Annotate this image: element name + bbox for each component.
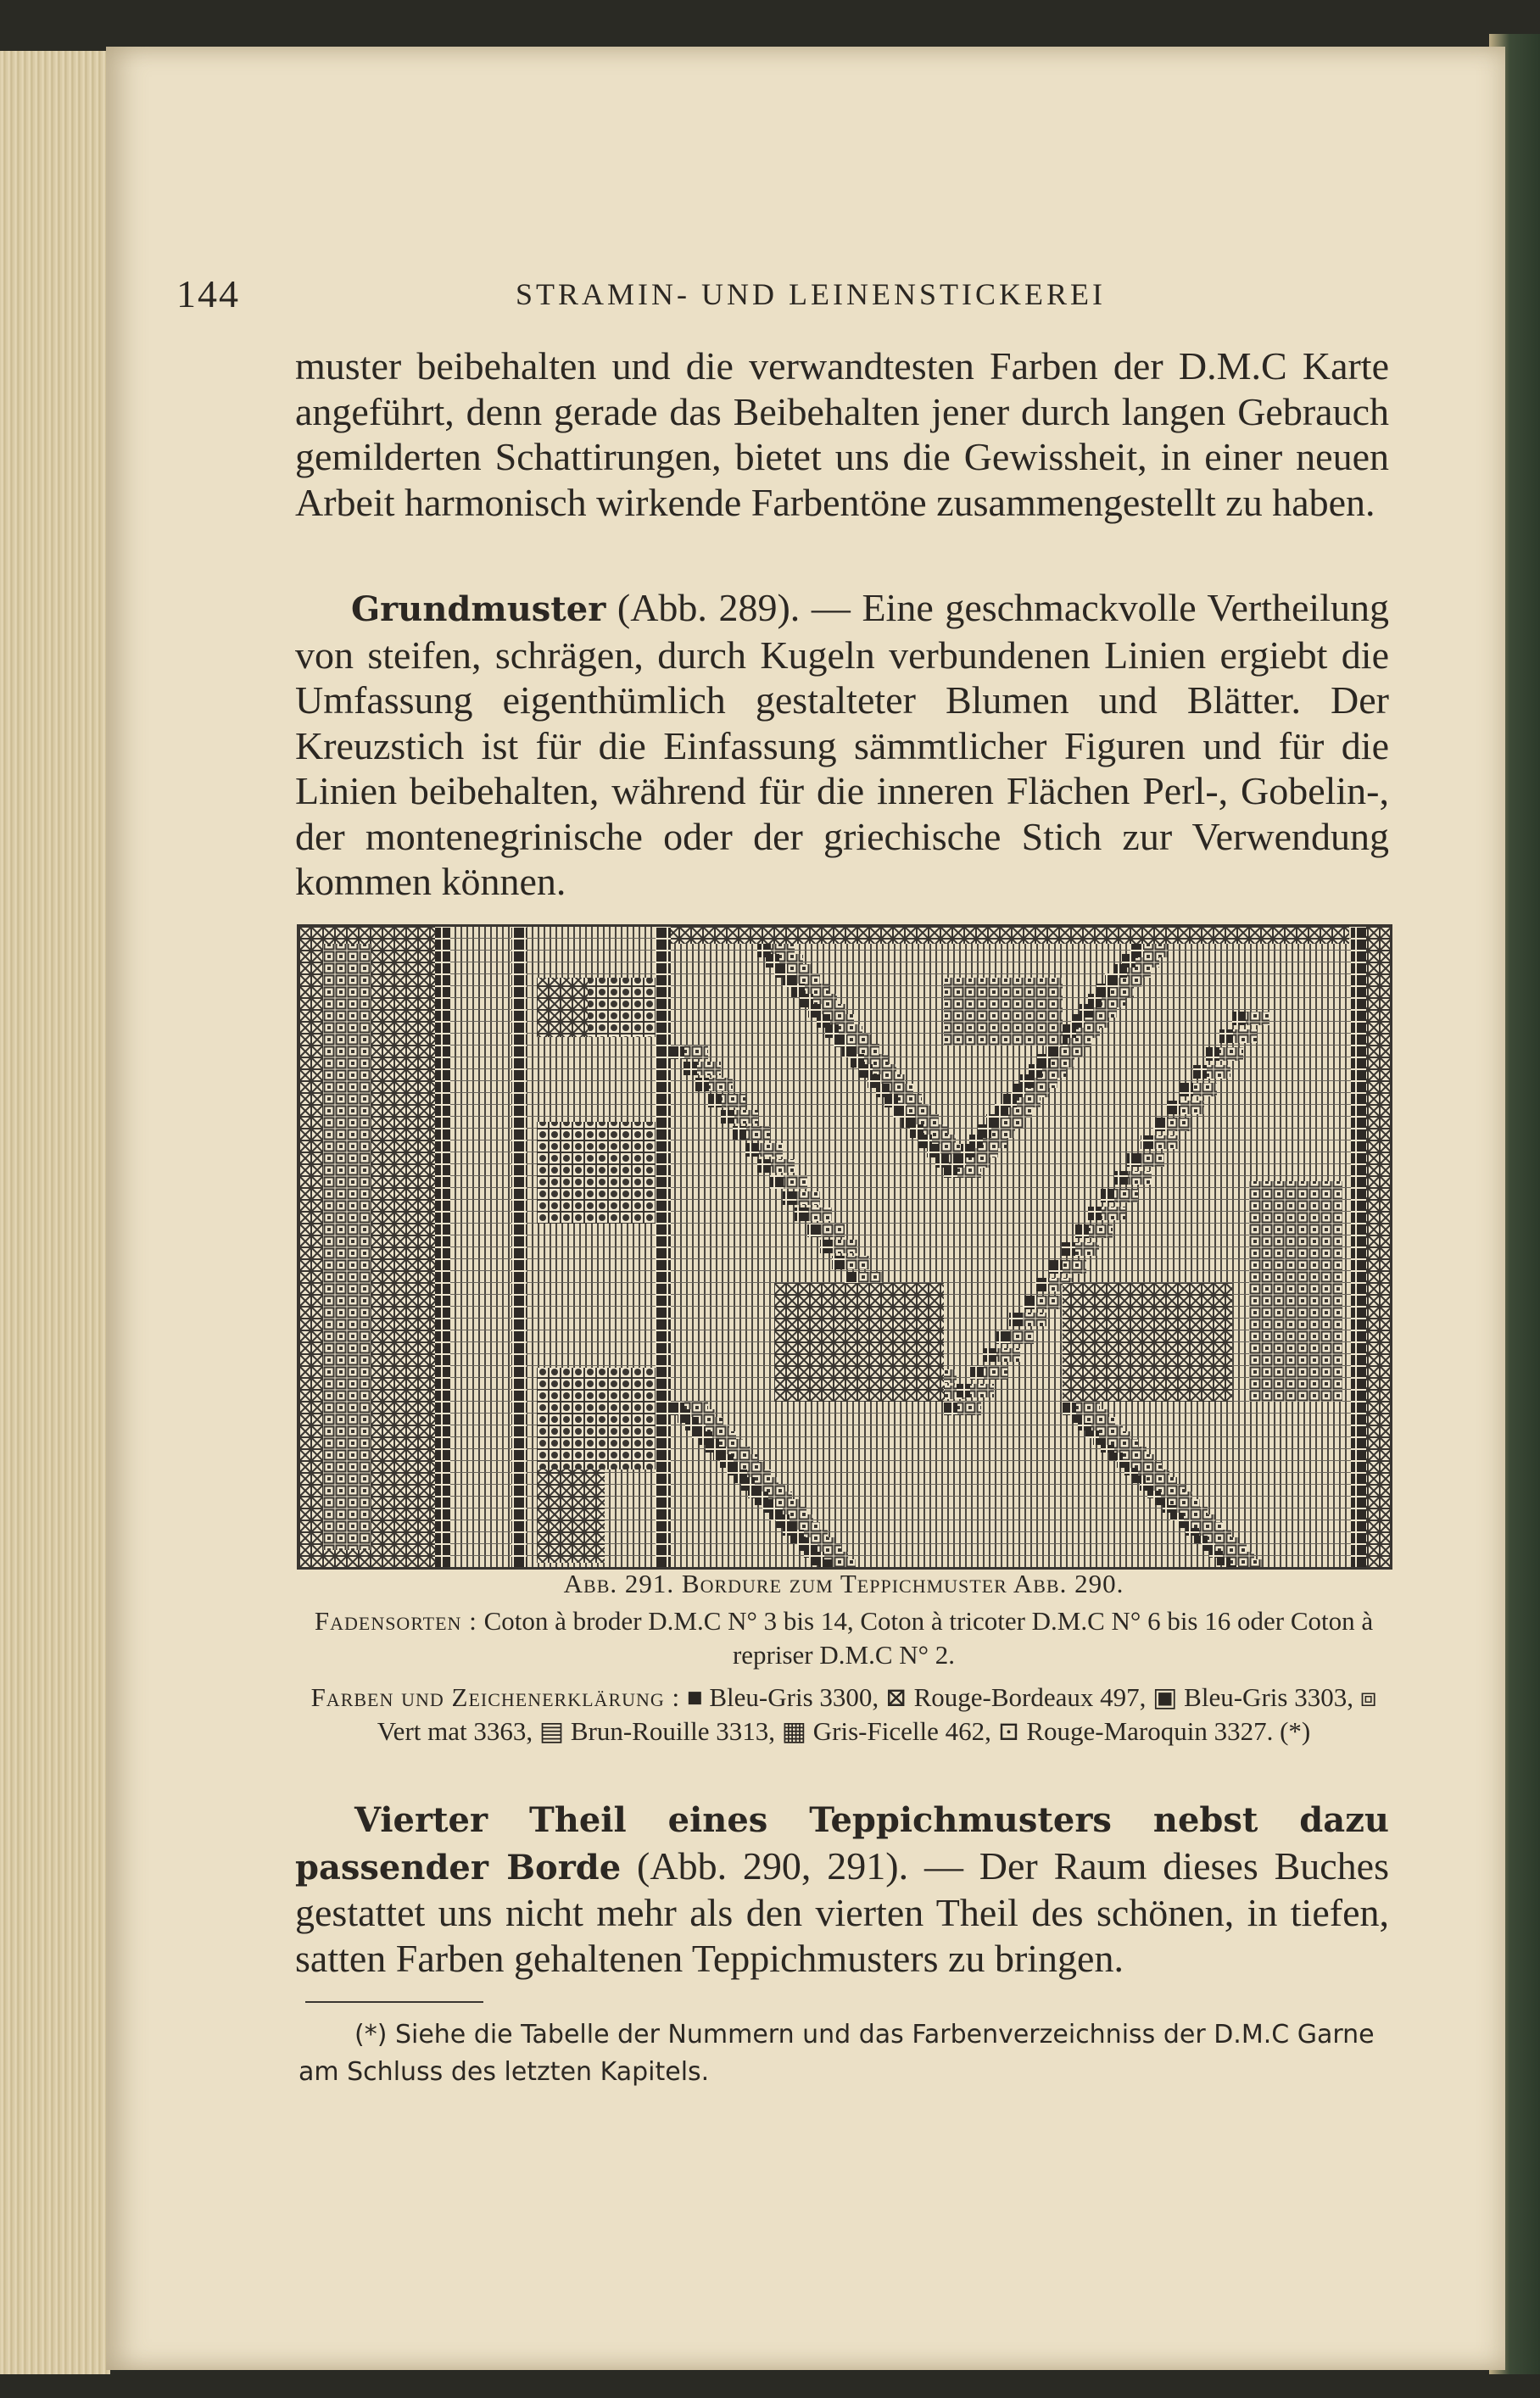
- diagonal-box-stitch: [796, 1191, 820, 1205]
- diagonal-stitch: [1153, 1118, 1167, 1131]
- diagonal-box-stitch: [1128, 1171, 1152, 1185]
- diagonal-stitch: [820, 1240, 834, 1253]
- embroidery-pattern-figure: [297, 924, 1392, 1570]
- diagonal-box-stitch: [1144, 944, 1168, 957]
- paragraph-3: [295, 1796, 1389, 1981]
- diagonal-stitch: [1206, 1047, 1219, 1061]
- diagonal-box-stitch: [1089, 1224, 1113, 1238]
- motif-cross-block: [537, 1469, 605, 1563]
- diagonal-box-stitch: [684, 1046, 708, 1059]
- color-legend-label: Farben und Zeichenerklärung :: [310, 1682, 681, 1712]
- paragraph-3-text: (Abb. 290, 291). — Der Raum dieses Buches gestattet uns nicht mehr als den vierten Theil des schönen, in tiefen, satten Farben gehaltenen Teppichmusters zu bringen.: [295, 1843, 1389, 1980]
- border-solid-line: [1351, 927, 1366, 1567]
- diagonal-stitch: [1062, 1242, 1075, 1256]
- diagonal-stitch: [1141, 1135, 1154, 1149]
- diagonal-stitch: [1088, 1207, 1102, 1220]
- cross-stitch-grid: [299, 927, 1390, 1567]
- diagonal-stitch: [1009, 1313, 1023, 1326]
- border-cross-band: [1366, 927, 1390, 1567]
- diagonal-box-stitch: [1141, 1153, 1164, 1167]
- diagonal-stitch: [695, 1078, 709, 1091]
- border-solid-line: [435, 927, 450, 1567]
- page-number: 144: [176, 272, 240, 315]
- diagonal-stitch: [757, 1159, 771, 1173]
- diagonal-box-stitch: [1180, 1101, 1204, 1114]
- diagonal-box-stitch: [996, 1348, 1020, 1362]
- diagonal-box-stitch: [746, 1126, 770, 1140]
- diagonal-box-stitch: [709, 1078, 733, 1091]
- diagonal-box-stitch: [784, 1175, 807, 1189]
- diagonal-stitch: [944, 1402, 957, 1415]
- book-page-edges: [0, 51, 110, 2374]
- diagonal-box-stitch: [1114, 1189, 1138, 1202]
- motif-dot-block: [588, 978, 656, 1037]
- running-head: [176, 271, 1389, 322]
- diagonal-stitch: [818, 1559, 832, 1567]
- diagonal-stitch: [1167, 1101, 1180, 1114]
- diagonal-stitch: [733, 1126, 746, 1140]
- diagonal-stitch: [996, 1330, 1010, 1344]
- diagonal-box-stitch: [1193, 1083, 1217, 1096]
- paragraph-2: [295, 585, 1389, 905]
- diagonal-box-stitch: [1233, 1029, 1257, 1043]
- border-solid-line: [511, 927, 527, 1567]
- diagonal-stitch: [1075, 1224, 1089, 1238]
- diagonal-box-stitch: [759, 1143, 783, 1157]
- diagonal-stitch: [1049, 1260, 1063, 1274]
- motif-dot-block: [537, 1122, 656, 1224]
- diagonal-box-stitch: [734, 1110, 758, 1124]
- thread-types-text: Coton à broder D.M.C N° 3 bis 14, Coton à tricoter D.M.C N° 6 bis 16 oder Coton à repriser D.M.C N° 2.: [477, 1606, 1374, 1670]
- diagonal-stitch: [1063, 1402, 1076, 1415]
- motif-cross-block: [1063, 1283, 1232, 1402]
- paragraph-2-term: Grundmuster: [351, 589, 606, 629]
- diagonal-stitch: [1101, 1189, 1114, 1202]
- diagonal-box-stitch: [845, 1256, 869, 1269]
- figure-caption: Abb. 291. Bordure zum Teppichmuster Abb. 290.: [563, 1569, 1124, 1598]
- diagonal-box-stitch: [1010, 1330, 1034, 1344]
- diagonal-box-stitch: [1207, 1065, 1230, 1079]
- border-vertical-band: [450, 927, 511, 1567]
- diagonal-box-stitch: [1036, 1296, 1060, 1309]
- motif-dot-block: [537, 1368, 656, 1469]
- border-solid-line: [656, 927, 671, 1567]
- diagonal-stitch: [1035, 1278, 1049, 1291]
- diagonal-box-stitch: [1075, 1242, 1099, 1256]
- diagonal-box-stitch: [1154, 1135, 1178, 1149]
- motif-box-block: [944, 978, 1063, 1046]
- border-box-column: [323, 944, 371, 1550]
- diagonal-stitch: [807, 1224, 821, 1237]
- diagonal-stitch: [783, 1191, 796, 1205]
- diagonal-box-stitch: [1102, 1207, 1125, 1220]
- diagonal-stitch: [1130, 944, 1144, 957]
- diagonal-stitch: [957, 1384, 970, 1397]
- diagonal-stitch: [708, 1094, 722, 1107]
- diagonal-stitch: [1232, 1012, 1246, 1025]
- top-cross-band: [671, 927, 1349, 944]
- diagonal-box-stitch: [1063, 1260, 1086, 1274]
- diagonal-stitch: [745, 1143, 759, 1157]
- motif-cross-block: [774, 1283, 944, 1402]
- thread-types-label: Fadensorten :: [314, 1606, 477, 1636]
- paragraph-2-text: (Abb. 289). — Eine geschmackvolle Vertheilung von steifen, schrägen, durch Kugeln verbundenen Linien ergiebt die Umfassung eigenthümlich gestalteter Blumen und Blätter. Der Kreuzstich ist für die Einfassung sämmtlicher Figuren und für die Linien beibehalten, während für die inneren Flächen Perl-, Gobelin-, der montenegrinische oder der griechische Stich zur Verwendung kommen können.: [295, 586, 1389, 903]
- diagonal-stitch: [684, 1062, 697, 1075]
- diagonal-box-stitch: [1023, 1313, 1046, 1326]
- diagonal-stitch: [1193, 1065, 1207, 1079]
- figure-thread-types: [297, 1604, 1391, 1672]
- diagonal-box-stitch: [1076, 1402, 1100, 1415]
- diagonal-stitch: [1180, 1083, 1193, 1096]
- diagonal-box-stitch: [834, 1240, 857, 1253]
- diagonal-stitch: [983, 1348, 996, 1362]
- footnote-rule: [305, 2001, 483, 2003]
- diagonal-stitch: [671, 1046, 684, 1059]
- diagonal-stitch: [1023, 1296, 1036, 1309]
- motif-box-block: [1249, 1181, 1342, 1402]
- diagonal-box-stitch: [1246, 1012, 1269, 1025]
- diagonal-box-stitch: [1167, 1118, 1191, 1131]
- diagonal-stitch: [832, 1256, 845, 1269]
- diagonal-stitch: [1114, 1171, 1128, 1185]
- paragraph-1: muster beibehalten und die verwandtesten Farben der D.M.C Karte angeführt, denn gerade das Beibehalten jener durch langen Gebrauch gemilderten Schattirungen, bietet uns die Gewissheit, in einer neuen Arbeit harmonisch wirkende Farbentöne zusammengestellt zu haben.: [295, 344, 1389, 524]
- diagonal-box-stitch: [821, 1224, 845, 1237]
- diagonal-box-stitch: [957, 1402, 981, 1415]
- diagonal-box-stitch: [970, 1384, 994, 1397]
- diagonal-box-stitch: [1219, 1047, 1243, 1061]
- diagonal-stitch: [970, 1366, 984, 1380]
- diagonal-stitch: [721, 1110, 734, 1124]
- diagonal-box-stitch: [771, 1159, 795, 1173]
- figure-color-legend: [297, 1681, 1391, 1748]
- diagonal-stitch: [1219, 1029, 1233, 1043]
- diagonal-stitch: [1127, 1153, 1141, 1167]
- diagonal-stitch: [795, 1207, 808, 1221]
- diagonal-box-stitch: [808, 1207, 832, 1221]
- diagonal-box-stitch: [984, 1366, 1007, 1380]
- diagonal-box-stitch: [697, 1062, 721, 1075]
- diagonal-stitch: [770, 1175, 784, 1189]
- diagonal-box-stitch: [832, 1559, 856, 1567]
- diagonal-box-stitch: [722, 1094, 745, 1107]
- footnote: (*) Siehe die Tabelle der Nummern und das Farbenverzeichniss der D.M.C Garne am Schluss des letzten Kapitels.: [299, 2020, 1375, 2087]
- paragraph-3-term: Vierter Theil eines Teppichmusters nebst dazu passender Borde: [295, 1800, 1389, 1888]
- motif-cross-block: [537, 978, 588, 1037]
- running-head-title: STRAMIN- UND LEINENSTICKEREI: [516, 277, 1106, 311]
- color-legend-text: ■ Bleu-Gris 3300, ⊠ Rouge-Bordeaux 497, ▣ Bleu-Gris 3303, ⧈ Vert mat 3363, ▤ Brun-Rouille 3313, ▦ Gris-Ficelle 462, ⊡ Rouge-Maroquin 3327. (*): [377, 1682, 1377, 1746]
